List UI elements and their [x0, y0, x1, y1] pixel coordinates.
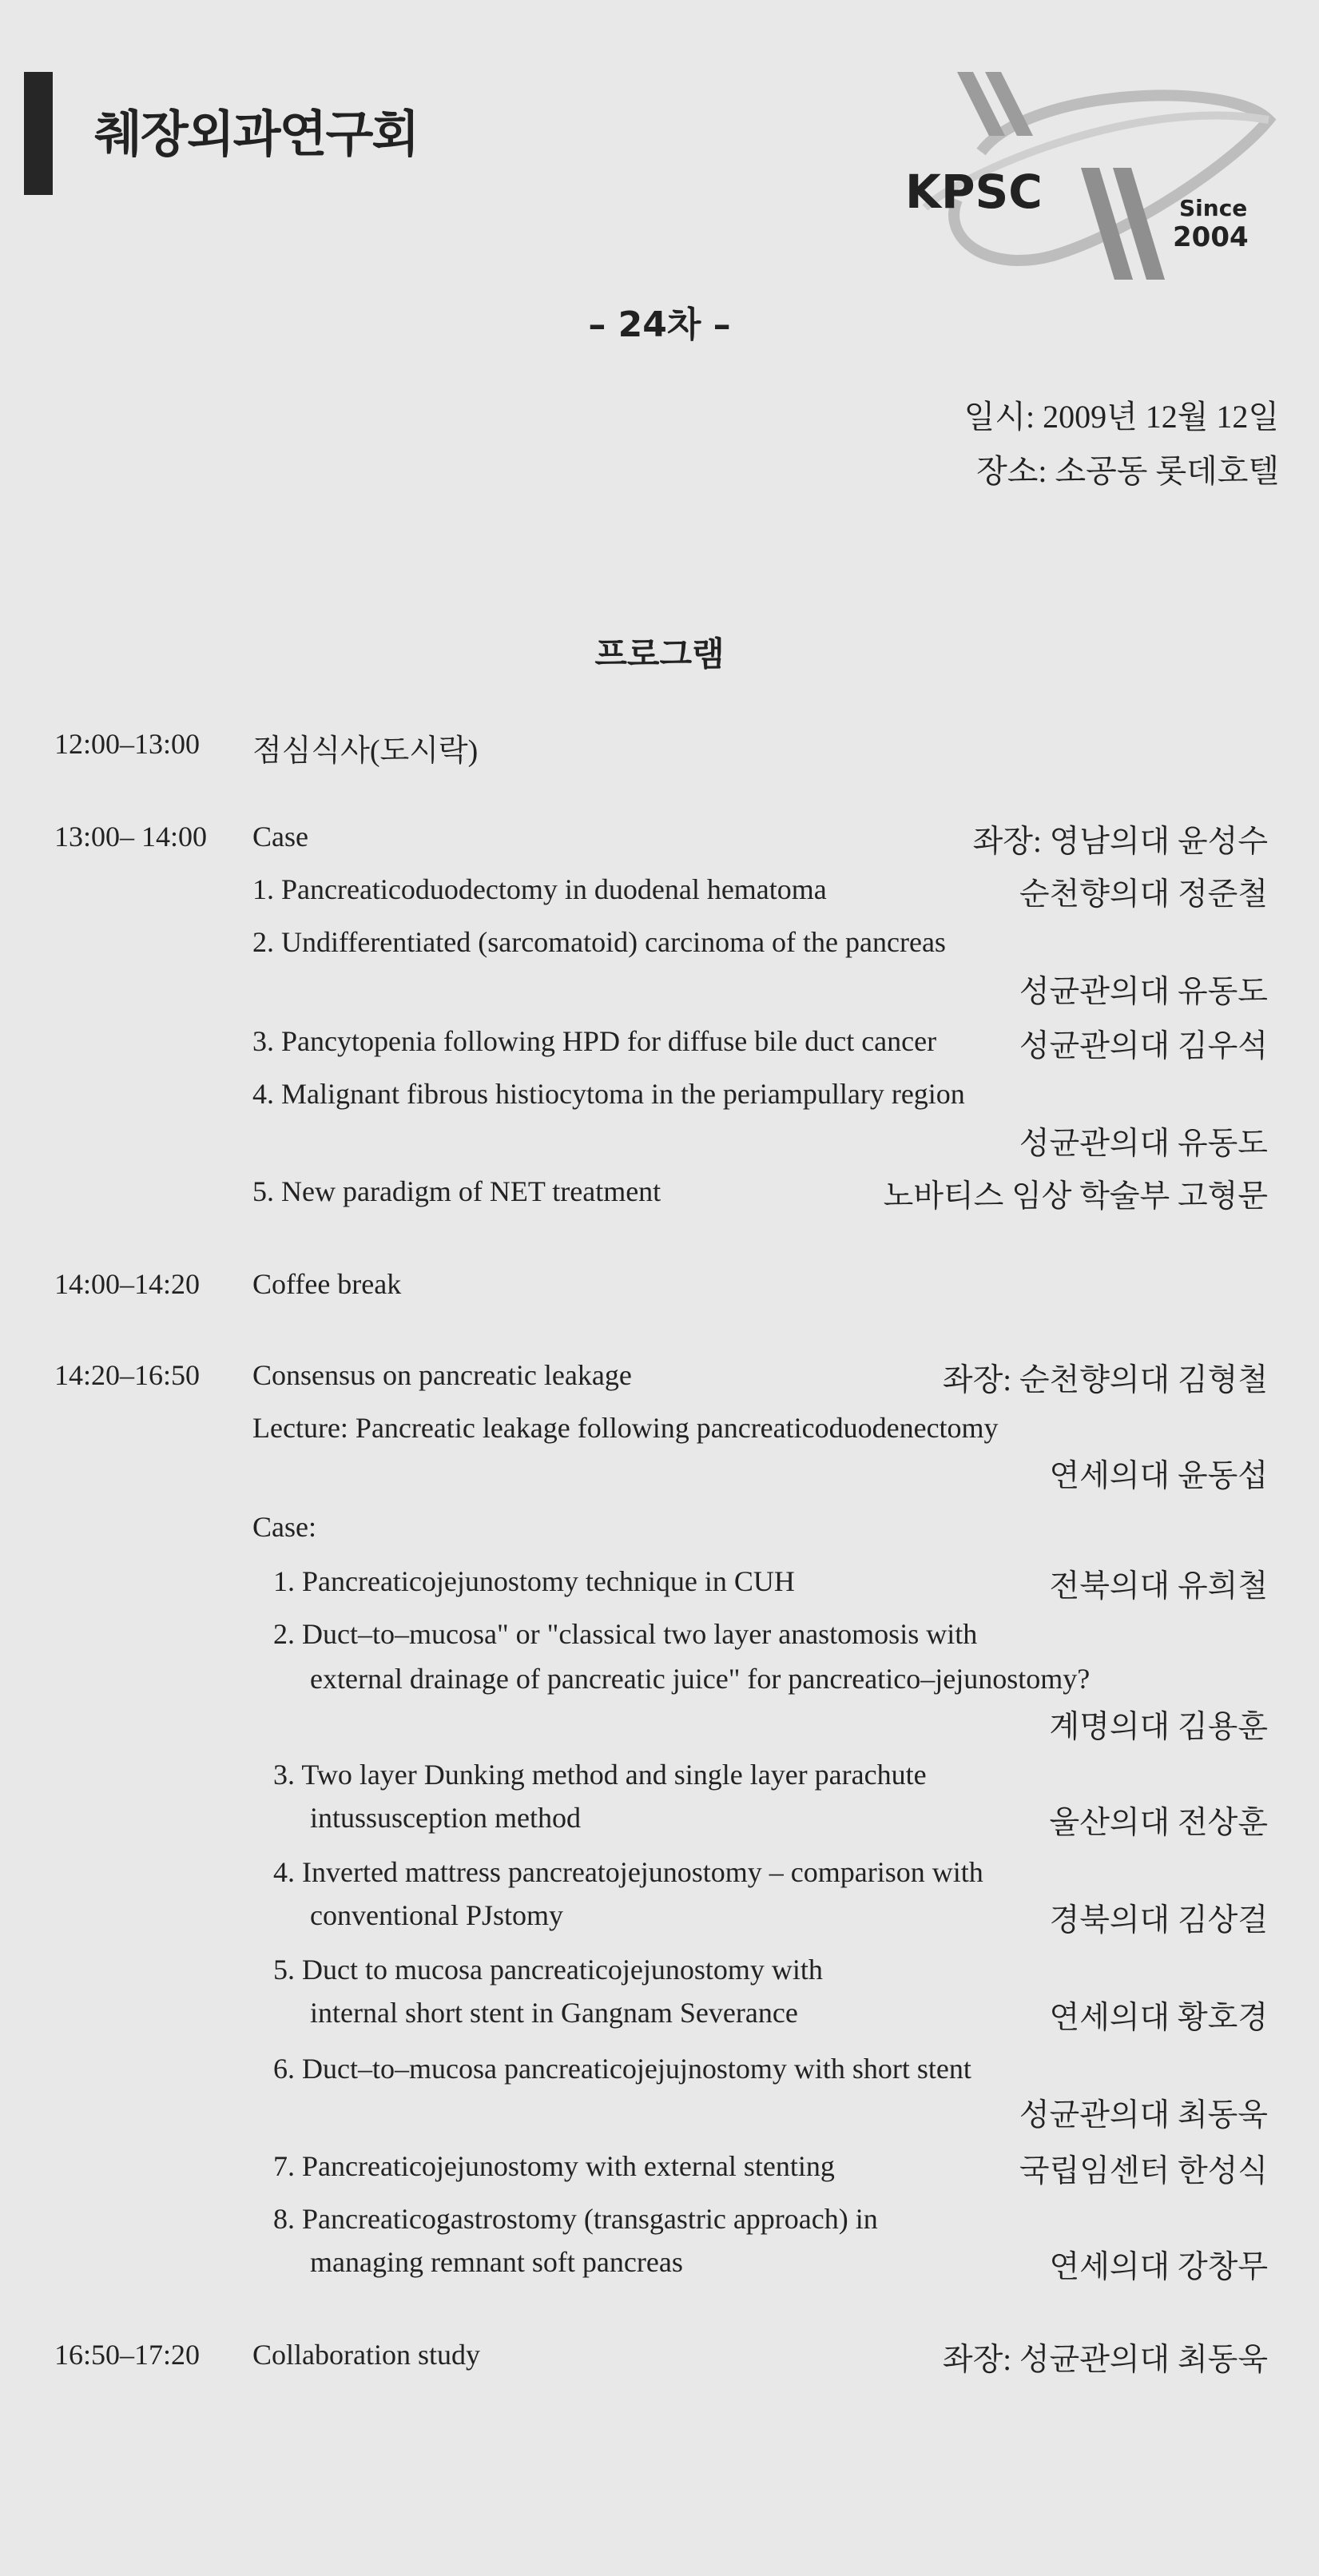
case-item: 6. Duct–to–mucosa pancreaticojejujnostomy with short stent — [273, 2053, 971, 2085]
case-speaker: 성균관의대 유동도 — [1019, 975, 1268, 1009]
case-item: 5. Duct to mucosa pancreaticojejunostomy with — [273, 1954, 823, 1986]
case-speaker: 연세의대 강창무 — [1049, 2250, 1268, 2284]
case-item: 3. Two layer Dunking method and single layer parachute — [273, 1759, 927, 1791]
case-item: 1. Pancreaticoduodectomy in duodenal hematoma — [252, 873, 827, 905]
case-speaker: 성균관의대 유동도 — [1019, 1127, 1268, 1161]
session-number: – 24차 – — [588, 304, 731, 345]
case-speaker: 국립임센터 한성식 — [1019, 2154, 1268, 2188]
case-speaker: 성균관의대 김우석 — [1019, 1029, 1268, 1063]
session-chair: 좌장: 순천향의대 김형철 — [942, 1363, 1268, 1397]
case-speaker: 연세의대 황호경 — [1049, 2001, 1268, 2035]
event-place: 장소: 소공동 롯데호텔 — [976, 453, 1279, 489]
session-title: Consensus on pancreatic leakage — [252, 1359, 632, 1391]
logo-since: Since — [1179, 195, 1248, 221]
case-speaker: 성균관의대 최동욱 — [1019, 2098, 1268, 2133]
case-item: 2. Duct–to–mucosa" or "classical two layer anastomosis with — [273, 1618, 978, 1650]
case-speaker: 경북의대 김상걸 — [1049, 1903, 1268, 1938]
logo-name: KPSC — [905, 165, 1043, 219]
case-speaker: 순천향의대 정준철 — [1019, 877, 1268, 912]
time-slot: 12:00–13:00 — [54, 728, 201, 760]
lecture-speaker: 연세의대 윤동섭 — [1049, 1459, 1268, 1493]
session-chair: 좌장: 성균관의대 최동욱 — [942, 2343, 1268, 2377]
case-item: 7. Pancreaticojejunostomy with external stenting — [273, 2150, 835, 2182]
case-item-continued: conventional PJstomy — [310, 1899, 563, 1931]
case-item-continued: managing remnant soft pancreas — [310, 2246, 683, 2278]
case-item-continued: intussusception method — [310, 1802, 581, 1834]
case-speaker: 울산의대 전상훈 — [1049, 1806, 1268, 1840]
session-title: Coffee break — [252, 1268, 402, 1300]
case-item: 5. New paradigm of NET treatment — [252, 1175, 661, 1207]
case-item: 8. Pancreaticogastrostomy (transgastric approach) in — [273, 2203, 878, 2235]
case-label: Case: — [252, 1511, 316, 1543]
title-accent-bar — [24, 72, 53, 195]
session-chair: 좌장: 영남의대 윤성수 — [972, 825, 1268, 859]
time-slot: 13:00– 14:00 — [54, 821, 208, 853]
kpsc-logo — [893, 64, 1293, 296]
case-item: 1. Pancreaticojejunostomy technique in CUH — [273, 1565, 795, 1597]
session-title: 점심식사(도시락) — [252, 734, 479, 768]
time-slot: 14:00–14:20 — [54, 1268, 201, 1300]
case-item: 2. Undifferentiated (sarcomatoid) carcinoma of the pancreas — [252, 926, 946, 958]
case-item-continued: internal short stent in Gangnam Severance — [310, 1997, 798, 2029]
logo-year: 2004 — [1173, 221, 1249, 253]
lecture-title: Lecture: Pancreatic leakage following pancreaticoduodenectomy — [252, 1412, 999, 1444]
case-item: 4. Inverted mattress pancreatojejunostomy – comparison with — [273, 1856, 983, 1888]
case-item: 3. Pancytopenia following HPD for diffuse bile duct cancer — [252, 1025, 937, 1057]
case-item: 4. Malignant fibrous histiocytoma in the periampullary region — [252, 1078, 965, 1110]
case-speaker: 계명의대 김용훈 — [1049, 1710, 1268, 1744]
session-title: Collaboration study — [252, 2339, 480, 2371]
time-slot: 16:50–17:20 — [54, 2339, 201, 2371]
time-slot: 14:20–16:50 — [54, 1359, 201, 1391]
case-item-continued: external drainage of pancreatic juice" for pancreatico–jejunostomy? — [310, 1663, 1091, 1695]
page-title: 췌장외과연구회 — [94, 105, 419, 163]
event-date: 일시: 2009년 12월 12일 — [963, 399, 1279, 435]
case-speaker: 노바티스 임상 학술부 고형문 — [883, 1179, 1268, 1214]
session-title: Case — [252, 821, 308, 853]
case-speaker: 전북의대 유희철 — [1049, 1569, 1268, 1604]
program-heading: 프로그램 — [594, 634, 725, 674]
